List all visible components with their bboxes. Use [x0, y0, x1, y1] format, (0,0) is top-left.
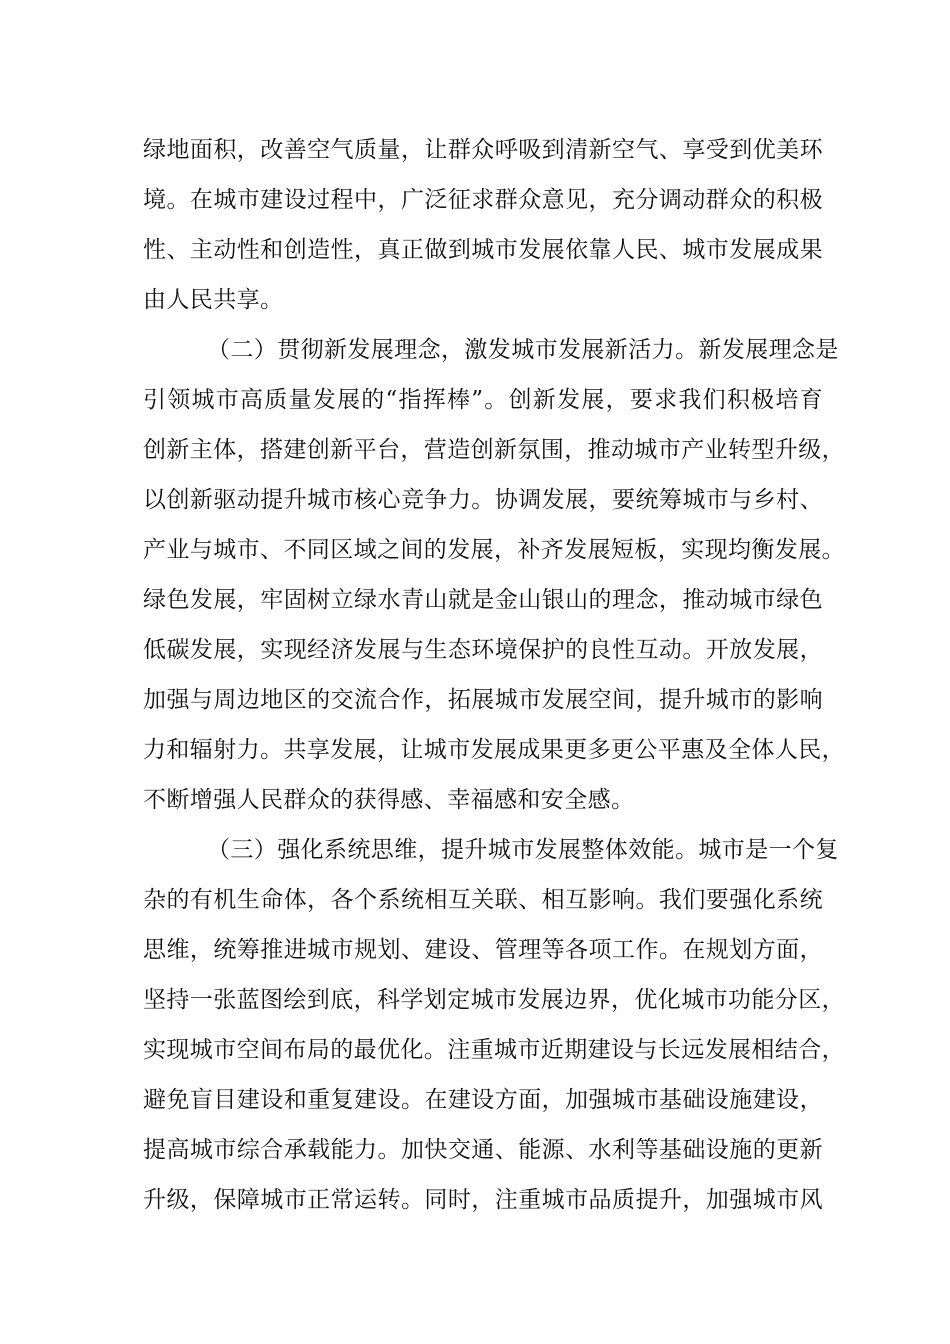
paragraph-line: 由人民共享。: [143, 287, 284, 313]
paragraph-line: 绿色发展，牢固树立绿水青山就是金山银山的理念，推动城市绿色: [143, 587, 823, 613]
paragraph-line: 力和辐射力。共享发展，让城市发展成果更多更公平惠及全体人民，: [143, 737, 845, 763]
paragraph-line: 不断增强人民群众的获得感、幸福感和安全感。: [143, 787, 635, 813]
paragraph-3: [143, 825, 845, 1225]
paragraph-line: 引领城市高质量发展的“指挥棒”。创新发展，要求我们积极培育: [143, 387, 823, 413]
paragraph-line: 避免盲目建设和重复建设。在建设方面，加强城市基础设施建设，: [143, 1087, 823, 1113]
paragraph-line: 绿地面积，改善空气质量，让群众呼吸到清新空气、享受到优美环: [143, 137, 823, 163]
paragraph-line: 实现城市空间布局的最优化。注重城市近期建设与长远发展相结合，: [143, 1037, 845, 1063]
paragraph-line: 境。在城市建设过程中，广泛征求群众意见，充分调动群众的积极: [143, 187, 823, 213]
paragraph-line: 提高城市综合承载能力。加快交通、能源、水利等基础设施的更新: [143, 1137, 823, 1163]
paragraph-line: 以创新驱动提升城市核心竞争力。协调发展，要统筹城市与乡村、: [143, 487, 823, 513]
paragraph-line: 产业与城市、不同区域之间的发展，补齐发展短板，实现均衡发展。: [143, 537, 845, 563]
paragraph-line: （二）贯彻新发展理念，激发城市发展新活力。新发展理念是: [207, 337, 839, 363]
paragraph-line: 创新主体，搭建创新平台，营造创新氛围，推动城市产业转型升级，: [143, 437, 845, 463]
paragraph-line: 思维，统筹推进城市规划、建设、管理等各项工作。在规划方面，: [143, 937, 823, 963]
paragraph-line: 低碳发展，实现经济发展与生态环境保护的良性互动。开放发展，: [143, 637, 823, 663]
paragraph-line: 加强与周边地区的交流合作，拓展城市发展空间，提升城市的影响: [143, 687, 823, 713]
paragraph-line: 杂的有机生命体，各个系统相互关联、相互影响。我们要强化系统: [143, 887, 823, 913]
paragraph-line: 坚持一张蓝图绘到底，科学划定城市发展边界，优化城市功能分区，: [143, 987, 845, 1013]
paragraph-line: 升级，保障城市正常运转。同时，注重城市品质提升，加强城市风: [143, 1187, 823, 1213]
paragraph-2: [143, 325, 845, 825]
paragraph-1: [143, 125, 823, 325]
paragraph-line: 性、主动性和创造性，真正做到城市发展依靠人民、城市发展成果: [143, 237, 823, 263]
paragraph-line: （三）强化系统思维，提升城市发展整体效能。城市是一个复: [207, 837, 839, 863]
